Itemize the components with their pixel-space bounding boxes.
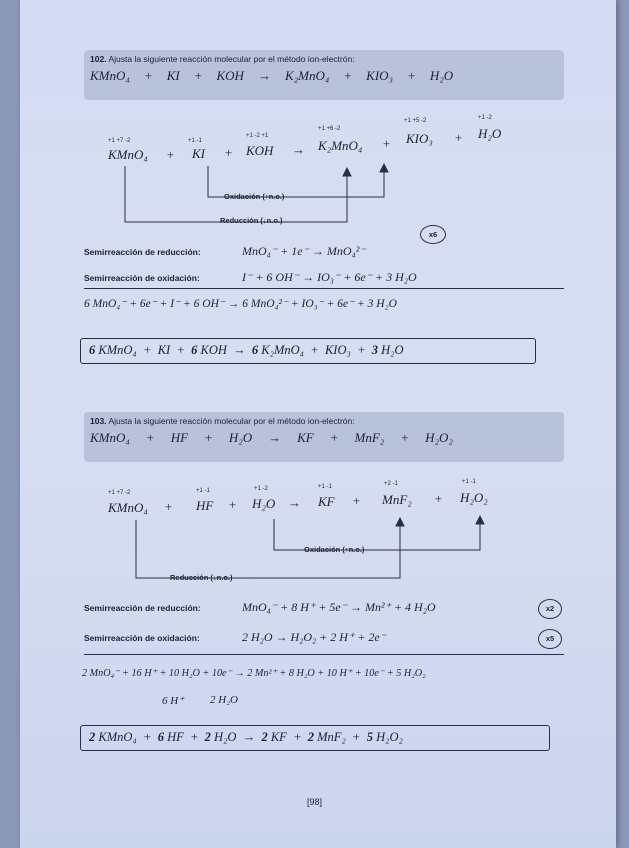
plus-sign: + xyxy=(143,343,152,357)
oxidation-half-equation: I⁻ + 6 OH⁻ → IO₃⁻ + 6e⁻ + 3 H₂O xyxy=(242,270,417,284)
oxidation-numbers: +1 -1 xyxy=(318,484,332,490)
plus-sign: + xyxy=(166,147,175,162)
problem-banner xyxy=(84,50,564,100)
multiplier-badge: x6 xyxy=(420,225,446,244)
plus-sign: + xyxy=(176,343,185,357)
formula: KMnO₄ xyxy=(98,343,137,357)
coefficient: 5 xyxy=(366,730,373,744)
formula: K₂MnO₄ xyxy=(261,343,304,357)
oxidation-numbers: +1 -2 xyxy=(478,115,492,121)
plus-sign: + xyxy=(224,145,233,160)
product-formula: K₂MnO₄ xyxy=(284,68,330,83)
reaction-arrow: → xyxy=(268,430,282,445)
species-formula: KOH xyxy=(246,143,274,158)
reactant-formula: KMnO₄ xyxy=(90,430,130,445)
reaction-arrow: → xyxy=(233,343,246,357)
plus-sign: + xyxy=(343,68,353,83)
oxidation-numbers: +1 -1 xyxy=(188,138,202,144)
problem-102 xyxy=(84,50,564,357)
coefficient: 6 xyxy=(191,343,198,357)
coefficient: 2 xyxy=(204,730,211,744)
species-formula: KF xyxy=(318,494,335,509)
species-formula: K₂MnO₄ xyxy=(318,138,363,153)
oxidation-label: Oxidación (↑n.o.) xyxy=(224,192,285,201)
divider-line xyxy=(84,654,564,655)
product-formula: MnF₂ xyxy=(354,430,385,445)
plus-sign: + xyxy=(204,430,213,445)
problem-banner xyxy=(84,412,564,462)
problem-prompt: Ajusta la siguiente reacción molecular por el método ion-electrón: xyxy=(108,54,355,64)
formula: KOH xyxy=(200,343,227,357)
species-formula: MnF₂ xyxy=(382,492,412,507)
reduction-half-equation: MnO₄⁻ + 1e⁻ → MnO₄²⁻ xyxy=(242,244,366,258)
plus-sign: + xyxy=(329,430,339,445)
oxidation-numbers: +1 -2 +1 xyxy=(246,133,269,139)
problem-103 xyxy=(82,412,564,744)
formula: HF xyxy=(167,730,184,744)
oxidation-number-diagram xyxy=(84,474,564,584)
reactant-formula: HF xyxy=(170,430,189,445)
formula: H₂O xyxy=(381,343,404,357)
formula: MnF₂ xyxy=(317,730,346,744)
oxidation-half-label: Semirreacción de oxidación: xyxy=(84,633,200,643)
species-formula: H₂O xyxy=(252,496,276,511)
oxidation-numbers: +1 +5 -2 xyxy=(404,118,427,124)
oxidation-half-reaction xyxy=(84,270,564,288)
formula: H₂O₂ xyxy=(376,730,403,744)
formula: KIO₃ xyxy=(324,343,351,357)
redox-arrows xyxy=(84,110,564,230)
product-formula: H₂O xyxy=(429,68,454,83)
plus-sign: + xyxy=(164,499,173,514)
plus-sign: + xyxy=(189,730,199,744)
oxidation-numbers: +1 +7 -2 xyxy=(108,490,131,496)
plus-sign: + xyxy=(434,491,443,506)
summed-ionic-equation: 6 MnO₄⁻ + 6e⁻ + I⁻ + 6 OH⁻ → 6 MnO₄²⁻ + IO₃⁻ + 6e⁻ + 3 H₂O xyxy=(84,298,397,310)
reactant-formula: KI xyxy=(166,68,180,83)
species-formula: KI xyxy=(192,146,205,161)
plus-sign: + xyxy=(352,730,361,744)
formula: KMnO₄ xyxy=(98,730,137,744)
final-balanced-equation xyxy=(80,725,550,751)
problem-title xyxy=(90,54,558,64)
reactant-formula: H₂O xyxy=(228,430,253,445)
reaction-arrow: → xyxy=(257,68,271,83)
product-formula: H₂O₂ xyxy=(425,430,453,445)
product-formula: KIO₃ xyxy=(366,68,394,83)
oxidation-numbers: +1 +6 -2 xyxy=(318,126,341,132)
plus-sign: + xyxy=(193,68,203,83)
reduction-half-reaction xyxy=(84,244,564,262)
reduction-half-reaction xyxy=(84,600,564,618)
oxidation-numbers: +1 +7 -2 xyxy=(108,138,131,144)
summed-ionic-equation: 2 MnO₄⁻ + 16 H⁺ + 10 H₂O + 10e⁻ → 2 Mn²⁺ + 8 H₂O + 10 H⁺ + 10e⁻ + 5 H₂O₂ xyxy=(82,668,426,679)
coefficient: 2 xyxy=(307,730,314,744)
coefficient: 2 xyxy=(89,730,96,744)
coefficient: 6 xyxy=(89,343,96,357)
plus-sign: + xyxy=(454,130,463,145)
product-formula: KF xyxy=(297,430,314,445)
multiplier-badge: x2 xyxy=(538,599,562,619)
plus-sign: + xyxy=(400,430,410,445)
formula: KF xyxy=(270,730,287,744)
plus-sign: + xyxy=(382,136,391,151)
oxidation-number-diagram xyxy=(84,110,564,225)
reactant-formula: KOH xyxy=(216,68,244,83)
reduction-label: Reducción (↓n.o.) xyxy=(220,216,283,225)
species-formula: H₂O xyxy=(478,126,502,141)
species-formula: KIO₃ xyxy=(406,131,433,146)
plus-sign: + xyxy=(310,343,319,357)
oxidation-half-label: Semirreacción de oxidación: xyxy=(84,273,200,283)
species-formula: KMnO₄ xyxy=(108,500,148,515)
reaction-arrow: → xyxy=(292,142,305,157)
plus-sign: + xyxy=(143,68,153,83)
formula: H₂O xyxy=(214,730,237,744)
multiplier-badge: x5 xyxy=(538,629,562,649)
problem-prompt: Ajusta la siguiente reacción molecular por el método ion-electrón: xyxy=(108,416,355,426)
plus-sign: + xyxy=(293,730,302,744)
reaction-arrow: → xyxy=(288,495,301,510)
problem-number: 102. xyxy=(90,54,107,64)
coefficient: 2 xyxy=(261,730,268,744)
coefficient: 3 xyxy=(371,343,378,357)
reactant-formula: KMnO₄ xyxy=(90,68,130,83)
molecular-reaction xyxy=(90,430,558,446)
reduction-label: Reducción (↓n.o.) xyxy=(170,573,233,582)
oxidation-numbers: +1 -1 xyxy=(196,488,210,494)
plus-sign: + xyxy=(352,493,361,508)
problem-number: 103. xyxy=(90,416,107,426)
final-balanced-equation xyxy=(80,338,536,364)
reduction-half-label: Semirreacción de reducción: xyxy=(84,603,201,613)
redox-arrows xyxy=(84,474,564,594)
oxidation-numbers: +1 -1 xyxy=(462,479,476,485)
plus-sign: + xyxy=(228,497,237,512)
coefficient: 6 xyxy=(157,730,164,744)
oxidation-numbers: +1 -2 xyxy=(254,486,268,492)
reaction-arrow: → xyxy=(242,730,256,744)
page-number: [98] xyxy=(306,797,322,807)
plus-sign: + xyxy=(357,343,366,357)
oxidation-numbers: +2 -1 xyxy=(384,481,398,487)
reduction-half-label: Semirreacción de reducción: xyxy=(84,247,201,257)
simplification-note: 6 H⁺ xyxy=(162,695,184,707)
species-formula: HF xyxy=(196,498,214,513)
oxidation-label: Oxidación (↑n.o.) xyxy=(304,545,365,554)
oxidation-half-equation: 2 H₂O → H₂O₂ + 2 H⁺ + 2e⁻ xyxy=(242,630,387,644)
reduction-half-equation: MnO₄⁻ + 8 H⁺ + 5e⁻ → Mn²⁺ + 4 H₂O xyxy=(242,600,436,614)
species-formula: H₂O₂ xyxy=(460,490,488,505)
coefficient: 6 xyxy=(251,343,259,357)
problem-title xyxy=(90,416,558,426)
oxidation-half-reaction xyxy=(84,630,564,648)
species-formula: KMnO₄ xyxy=(108,147,148,162)
formula: KI xyxy=(157,343,171,357)
simplification-note: 2 H₂O xyxy=(210,694,238,706)
plus-sign: + xyxy=(145,430,155,445)
divider-line xyxy=(84,288,564,289)
molecular-reaction xyxy=(90,68,558,84)
plus-sign: + xyxy=(407,68,416,83)
plus-sign: + xyxy=(143,730,152,744)
